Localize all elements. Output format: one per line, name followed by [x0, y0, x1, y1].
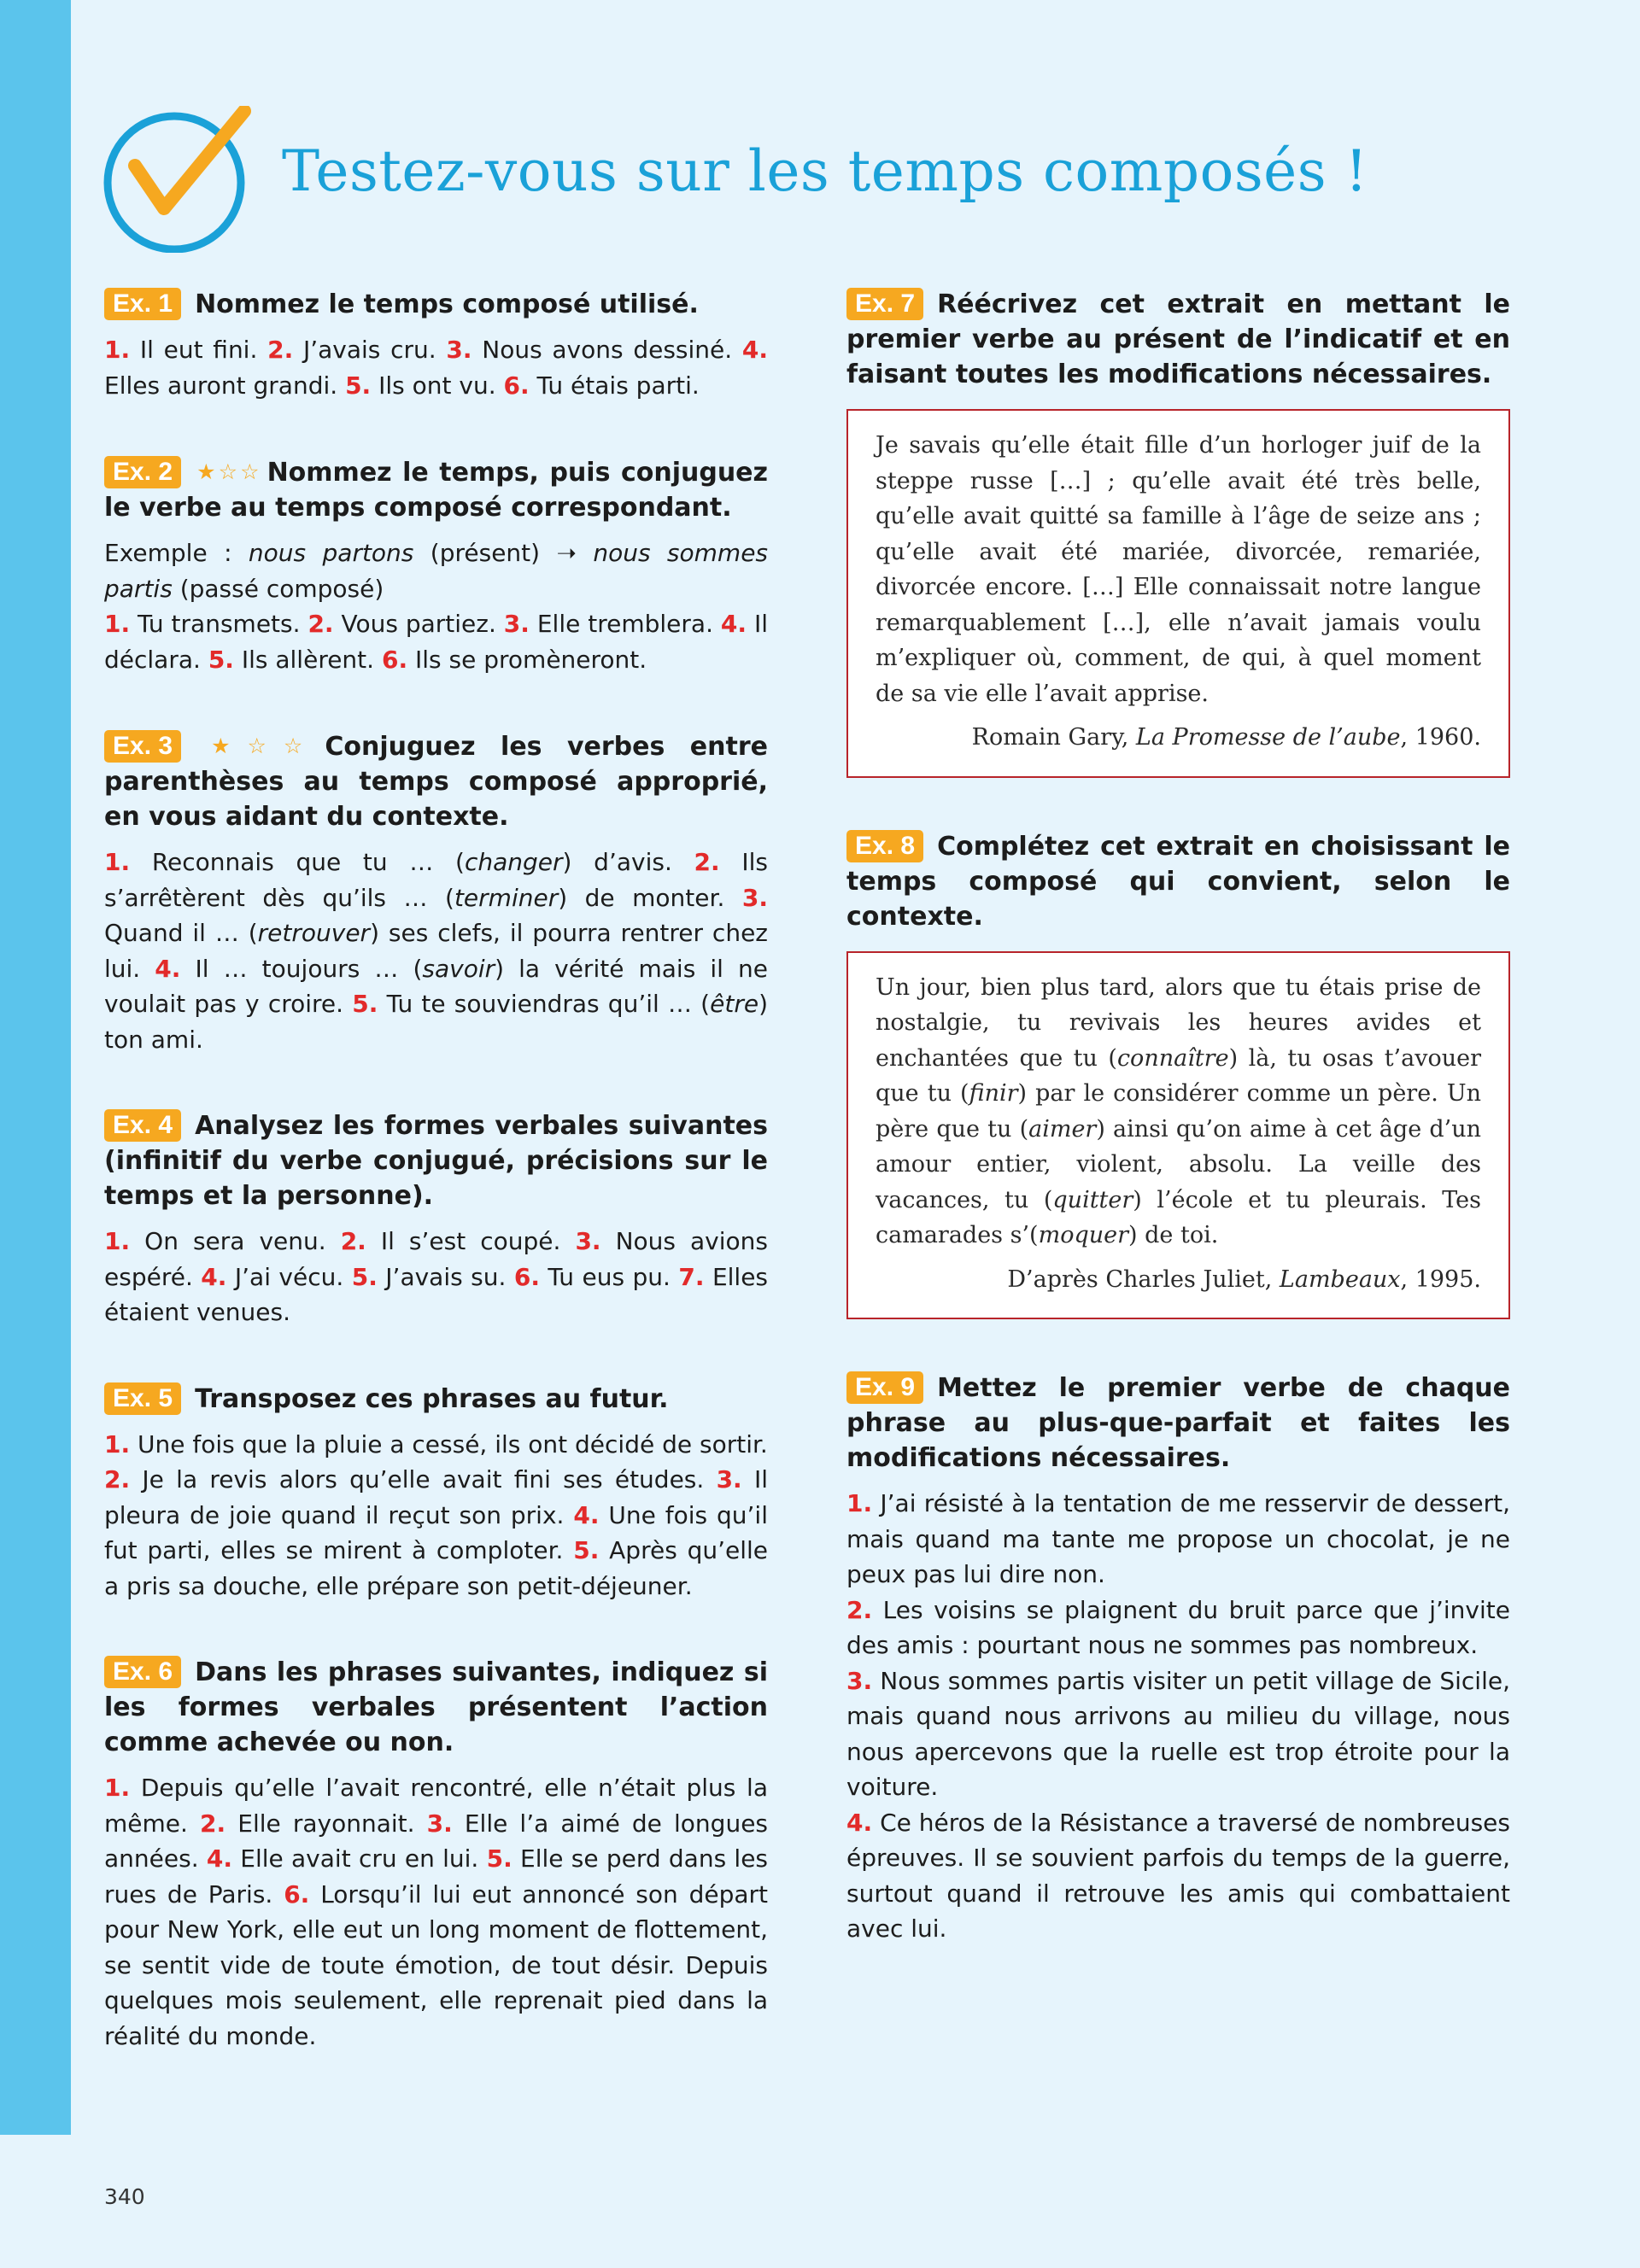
- exercise-instruction: Nommez le temps, puis conjuguez le verbe au temps composé correspondant.: [104, 458, 768, 523]
- text-segment: J’ai résisté à la tentation de me resservir de dessert, mais quand ma tante me propose un chocolat, je ne peux pas lui dire non.: [846, 1489, 1510, 1588]
- exercise-badge: Ex. 2: [104, 456, 181, 488]
- exercise-badge: Ex. 8: [846, 830, 923, 862]
- text-segment: Quand il … (: [104, 919, 258, 947]
- item-number: 6.: [284, 1879, 310, 1909]
- item-number: 5.: [345, 371, 372, 400]
- text-segment: Tu transmets.: [138, 610, 301, 638]
- text-segment: savoir: [422, 954, 495, 983]
- exercise-items: [846, 1486, 1510, 1947]
- exercise-6: [104, 1655, 768, 2054]
- text-segment: Nous sommes partis visiter un petit village de Sicile, mais quand nous arrivons au milieu du village, nous nous apercevons que la ruelle est trop étroite pour la voiture.: [846, 1666, 1510, 1801]
- text-segment: J’avais su.: [385, 1262, 507, 1291]
- text-segment: ) de toi.: [1128, 1222, 1219, 1248]
- item-number: 1.: [104, 610, 131, 638]
- exercise-instruction: Analysez les formes verbales suivantes (infinitif du verbe conjugué, précisions sur le temps et la personne).: [104, 1111, 768, 1211]
- text-segment: Une fois que la pluie a cessé, ils ont décidé de sortir.: [138, 1429, 768, 1458]
- item-number: 6.: [513, 1262, 540, 1291]
- exercise-instruction: Réécrivez cet extrait en mettant le premier verbe au présent de l’indicatif et en faisant toutes les modifications nécessaires.: [846, 289, 1510, 389]
- exercise-4: [104, 1108, 768, 1330]
- exercise-badge: Ex. 3: [104, 730, 181, 763]
- item-number: 1.: [846, 1489, 873, 1517]
- text-segment: Ils se promèneront.: [415, 645, 647, 674]
- item-number: 4.: [720, 610, 747, 638]
- item-number: 7.: [678, 1262, 705, 1291]
- item-number: 4.: [206, 1844, 232, 1873]
- text-segment: être: [710, 990, 759, 1018]
- text-segment: Exemple :: [104, 539, 249, 567]
- text-segment: ) par le considérer comme un père. Un père que tu (: [876, 1080, 1481, 1143]
- side-color-bar: [0, 0, 71, 2135]
- text-segment: Elles étaient venues.: [104, 1262, 769, 1326]
- exercise-instruction: Conjuguez les verbes entre parenthèses au temps composé approprié, en vous aidant du contexte.: [104, 732, 768, 832]
- text-segment: (présent) ➝: [413, 539, 594, 567]
- item-number: 2.: [340, 1227, 366, 1255]
- text-segment: ) d’avis.: [562, 848, 672, 876]
- checkmark-circle-icon: [101, 106, 253, 253]
- text-segment: Après qu’elle a pris sa douche, elle prépare son petit-déjeuner.: [104, 1536, 768, 1600]
- text-segment: Ils ont vu.: [378, 371, 496, 400]
- text-segment: ) ton ami.: [104, 990, 768, 1054]
- text-segment: Il pleura de joie quand il reçut son prix.: [104, 1465, 769, 1529]
- text-segment: Tu eus pu.: [548, 1262, 671, 1291]
- quote-box: [846, 951, 1510, 1320]
- text-segment: ) là, tu osas t’avouer que tu (: [876, 1044, 1482, 1107]
- text-segment: Je la revis alors qu’elle avait fini ses études.: [142, 1465, 705, 1493]
- item-number: 5.: [352, 990, 378, 1018]
- exercise-7: [846, 287, 1510, 778]
- text-segment: ) de monter.: [558, 883, 725, 912]
- text-segment: ) la vérité mais il ne voulait pas y croire.: [104, 954, 768, 1018]
- item-number: 2.: [104, 1465, 131, 1493]
- item-number: 4.: [201, 1262, 227, 1291]
- item-number: 3.: [426, 1809, 453, 1838]
- quote-text: [876, 970, 1481, 1254]
- exercise-3: [104, 728, 768, 1057]
- text-segment: Il … toujours … (: [195, 954, 423, 983]
- item-number: 5.: [208, 645, 234, 674]
- page-number: 340: [104, 2184, 145, 2209]
- text-segment: La Promesse de l’aube: [1135, 724, 1401, 751]
- text-segment: Ce héros de la Résistance a traversé de nombreuses épreuves. Il se souvient parfois du temps de la guerre, surtout quand il retrouve les amis qui combattaient avec lui.: [846, 1808, 1510, 1943]
- quote-source: [876, 1262, 1481, 1298]
- item-number: 5.: [486, 1844, 512, 1873]
- exercise-items: [104, 1224, 768, 1330]
- text-segment: J’ai vécu.: [234, 1262, 344, 1291]
- item-number: 1.: [104, 336, 131, 364]
- item-number: 3.: [741, 883, 768, 912]
- item-number: 3.: [446, 336, 472, 364]
- star-rating-icon: ★☆☆: [195, 734, 320, 758]
- text-segment: Elle l’a aimé de longues années.: [104, 1809, 769, 1873]
- exercise-items: [104, 1770, 768, 2054]
- exercise-instruction: Nommez le temps composé utilisé.: [195, 289, 699, 319]
- exercise-instruction: Complétez cet extrait en choisissant le temps composé qui convient, selon le contexte.: [846, 831, 1510, 932]
- text-segment: moquer: [1038, 1222, 1129, 1248]
- text-segment: Reconnais que tu … (: [151, 848, 465, 876]
- text-segment: Elle avait cru en lui.: [240, 1844, 479, 1873]
- left-column: [104, 287, 768, 2054]
- exercise-badge: Ex. 4: [104, 1109, 181, 1142]
- text-segment: aimer: [1028, 1115, 1097, 1143]
- text-segment: Romain Gary,: [971, 724, 1136, 751]
- text-segment: Il s’est coupé.: [380, 1227, 561, 1255]
- text-segment: nous partons: [248, 539, 414, 567]
- exercise-items: [104, 332, 768, 403]
- text-segment: Depuis qu’elle l’avait rencontré, elle n’était plus la même.: [104, 1774, 768, 1838]
- page-header: [101, 102, 1553, 256]
- item-number: 2.: [308, 610, 334, 638]
- text-segment: Elles auront grandi.: [104, 371, 338, 400]
- exercise-9: [846, 1371, 1510, 1947]
- exercise-example: [104, 535, 768, 606]
- text-segment: D’après Charles Juliet,: [1007, 1266, 1280, 1293]
- item-number: 2.: [267, 336, 294, 364]
- item-number: 3.: [716, 1465, 742, 1493]
- text-segment: Il déclara.: [104, 610, 768, 674]
- item-number: 1.: [104, 848, 131, 876]
- item-number: 5.: [573, 1536, 600, 1564]
- item-number: 1.: [104, 1227, 131, 1255]
- text-segment: , 1995.: [1400, 1266, 1481, 1293]
- quote-text: Je savais qu’elle était fille d’un horloger juif de la steppe russe […] ; qu’elle avait été très belle, qu’elle avait quitté sa famille à l’âge de seize ans ; qu’elle avait été mariée, divorcée, remariée, divorcée encore. […] Elle connaissait notre langue remarquablement […], elle n’avait jamais voulu m’expliquer où, comment, de qui, à quel moment de sa vie elle l’avait apprise.: [876, 432, 1481, 707]
- page-title: Testez-vous sur les temps composés !: [282, 138, 1368, 204]
- quote-source: [876, 720, 1481, 756]
- text-segment: Nous avions espéré.: [104, 1227, 769, 1291]
- text-segment: connaître: [1116, 1044, 1229, 1072]
- text-segment: Tu étais parti.: [536, 371, 700, 400]
- exercise-5: [104, 1382, 768, 1605]
- exercise-badge: Ex. 9: [846, 1371, 923, 1404]
- item-number: 4.: [741, 336, 769, 364]
- exercise-instruction: Transposez ces phrases au futur.: [195, 1383, 669, 1414]
- item-number: 4.: [573, 1500, 600, 1529]
- item-number: 3.: [575, 1227, 601, 1255]
- item-number: 4.: [846, 1808, 873, 1837]
- text-segment: Ils allèrent.: [241, 645, 375, 674]
- exercise-badge: Ex. 5: [104, 1382, 181, 1415]
- exercise-8: [846, 829, 1510, 1320]
- exercise-badge: Ex. 6: [104, 1656, 181, 1688]
- item-number: 2.: [694, 848, 720, 876]
- text-segment: quitter: [1052, 1186, 1133, 1213]
- exercise-2: [104, 454, 768, 677]
- exercise-1: [104, 287, 768, 403]
- star-rating-icon: ★☆☆: [195, 459, 262, 484]
- text-segment: Elle se perd dans les rues de Paris.: [104, 1844, 769, 1909]
- text-segment: Ils s’arrêtèrent dès qu’ils … (: [104, 848, 768, 912]
- text-segment: (passé composé): [172, 574, 384, 603]
- text-segment: Les voisins se plaignent du bruit parce que j’invite des amis : pourtant nous ne sommes pas nombreux.: [846, 1595, 1510, 1659]
- text-segment: Une fois qu’il fut parti, elles se mirent à comploter.: [104, 1500, 768, 1564]
- item-number: 3.: [846, 1666, 873, 1695]
- right-column: [846, 287, 1510, 1947]
- text-segment: finir: [969, 1080, 1018, 1107]
- text-segment: Elle tremblera.: [536, 610, 713, 638]
- text-segment: Il eut fini.: [139, 336, 258, 364]
- item-number: 1.: [104, 1429, 131, 1458]
- text-segment: ) ses clefs, il pourra rentrer chez lui.: [104, 919, 768, 983]
- item-number: 4.: [155, 954, 181, 983]
- text-segment: nous sommes partis: [104, 539, 769, 603]
- exercise-items: [104, 606, 768, 677]
- item-number: 3.: [503, 610, 530, 638]
- text-segment: Un jour, bien plus tard, alors que tu étais prise de nostalgie, tu revivais les heures avides et enchantées que tu (: [876, 973, 1481, 1072]
- quote-box: [846, 409, 1510, 778]
- item-number: 1.: [104, 1774, 131, 1802]
- text-segment: Elle rayonnait.: [237, 1809, 415, 1838]
- text-segment: ) l’école et tu pleurais. Tes camarades s’(: [876, 1186, 1481, 1248]
- text-segment: Tu te souviendras qu’il … (: [386, 990, 711, 1018]
- text-segment: On sera venu.: [144, 1227, 326, 1255]
- exercise-items: [104, 1427, 768, 1605]
- text-segment: changer: [464, 848, 563, 876]
- exercise-badge: Ex. 7: [846, 288, 923, 320]
- text-segment: Nous avons dessiné.: [482, 336, 733, 364]
- exercise-instruction: Mettez le premier verbe de chaque phrase au plus-que-parfait et faites les modifications nécessaires.: [846, 1373, 1510, 1473]
- item-number: 2.: [846, 1595, 873, 1624]
- item-number: 5.: [351, 1262, 378, 1291]
- text-segment: Vous partiez.: [341, 610, 496, 638]
- text-segment: Lambeaux: [1279, 1266, 1401, 1293]
- exercise-badge: Ex. 1: [104, 288, 181, 320]
- item-number: 2.: [200, 1809, 226, 1838]
- text-segment: retrouver: [257, 919, 371, 947]
- exercise-instruction: Dans les phrases suivantes, indiquez si les formes verbales présentent l’action comme achevée ou non.: [104, 1657, 768, 1757]
- item-number: 6.: [381, 645, 408, 674]
- text-segment: , 1960.: [1400, 724, 1481, 751]
- text-segment: J’avais cru.: [302, 336, 436, 364]
- item-number: 6.: [503, 371, 530, 400]
- exercise-items: [104, 845, 768, 1057]
- text-segment: Lorsqu’il lui eut annoncé son départ pour New York, elle eut un long moment de flottement, se sentit vide de toute émotion, de tout désir. Depuis quelques mois seulement, elle reprenait pied dans la réalité du monde.: [104, 1879, 769, 2050]
- text-segment: terminer: [454, 883, 559, 912]
- text-segment: ) ainsi qu’on aime à cet âge d’un amour entier, violent, absolu. La veille des vacances, tu (: [876, 1115, 1481, 1213]
